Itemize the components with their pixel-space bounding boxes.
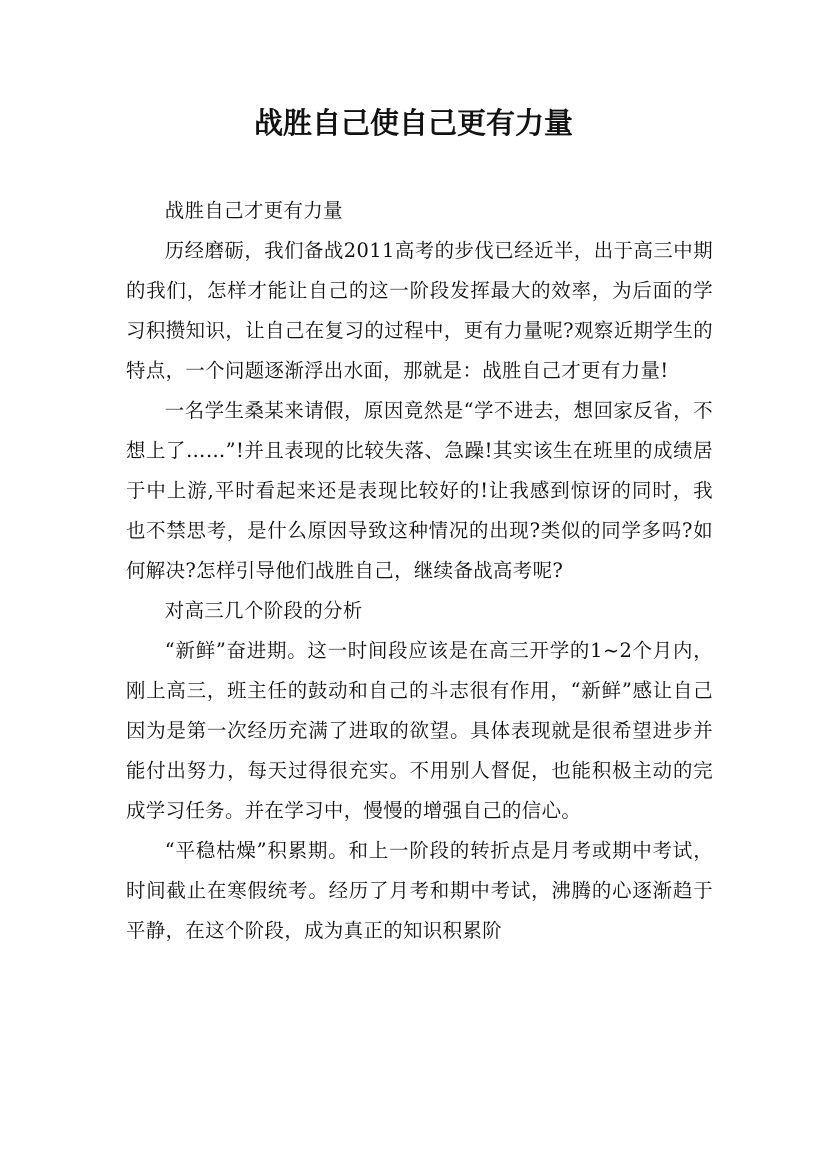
paragraph: “新鲜”奋进期。这一时间段应该是在高三开学的1~2个月内，刚上高三，班主任的鼓动和自己的斗志很有作用，“新鲜”感让自己因为是第一次经历充满了进取的欲望。具体表现就是很希望进步并能付出努力，每天过得很充实。不用别人督促，也能积极主动的完成学习任务。并在学习中，慢慢的增强自己的信心。: [126, 639, 713, 822]
paragraph: 一名学生桑某来请假，原因竟然是“学不进去，想回家反省，不想上了……”!并且表现的比较失落、急躁!其实该生在班里的成绩居于中上游,平时看起来还是表现比较好的!让我感到惊讶的同时，我也不禁思考，是什么原因导致这种情况的出现?类似的同学多吗?如何解决?怎样引导他们战胜自己，继续备战高考呢?: [126, 399, 713, 582]
paragraph-heading: 对高三几个阶段的分析: [164, 599, 363, 622]
document-body: [126, 191, 713, 951]
paragraph: 历经磨砺，我们备战2011高考的步伐已经近半，出于高三中期的我们，怎样才能让自己的这一阶段发挥最大的效率，为后面的学习积攒知识，让自己在复习的过程中，更有力量呢?观察近期学生的特点，一个问题逐渐浮出水面，那就是：战胜自己才更有力量!: [126, 239, 713, 382]
paragraph-subtitle: 战胜自己才更有力量: [164, 199, 343, 222]
document-title: 战胜自己使自己更有力量: [253, 106, 573, 140]
paragraph: “平稳枯燥”积累期。和上一阶段的转折点是月考或期中考试，时间截止在寒假统考。经历了月考和期中考试，沸腾的心逐渐趋于平静，在这个阶段，成为真正的知识积累阶: [126, 839, 713, 942]
